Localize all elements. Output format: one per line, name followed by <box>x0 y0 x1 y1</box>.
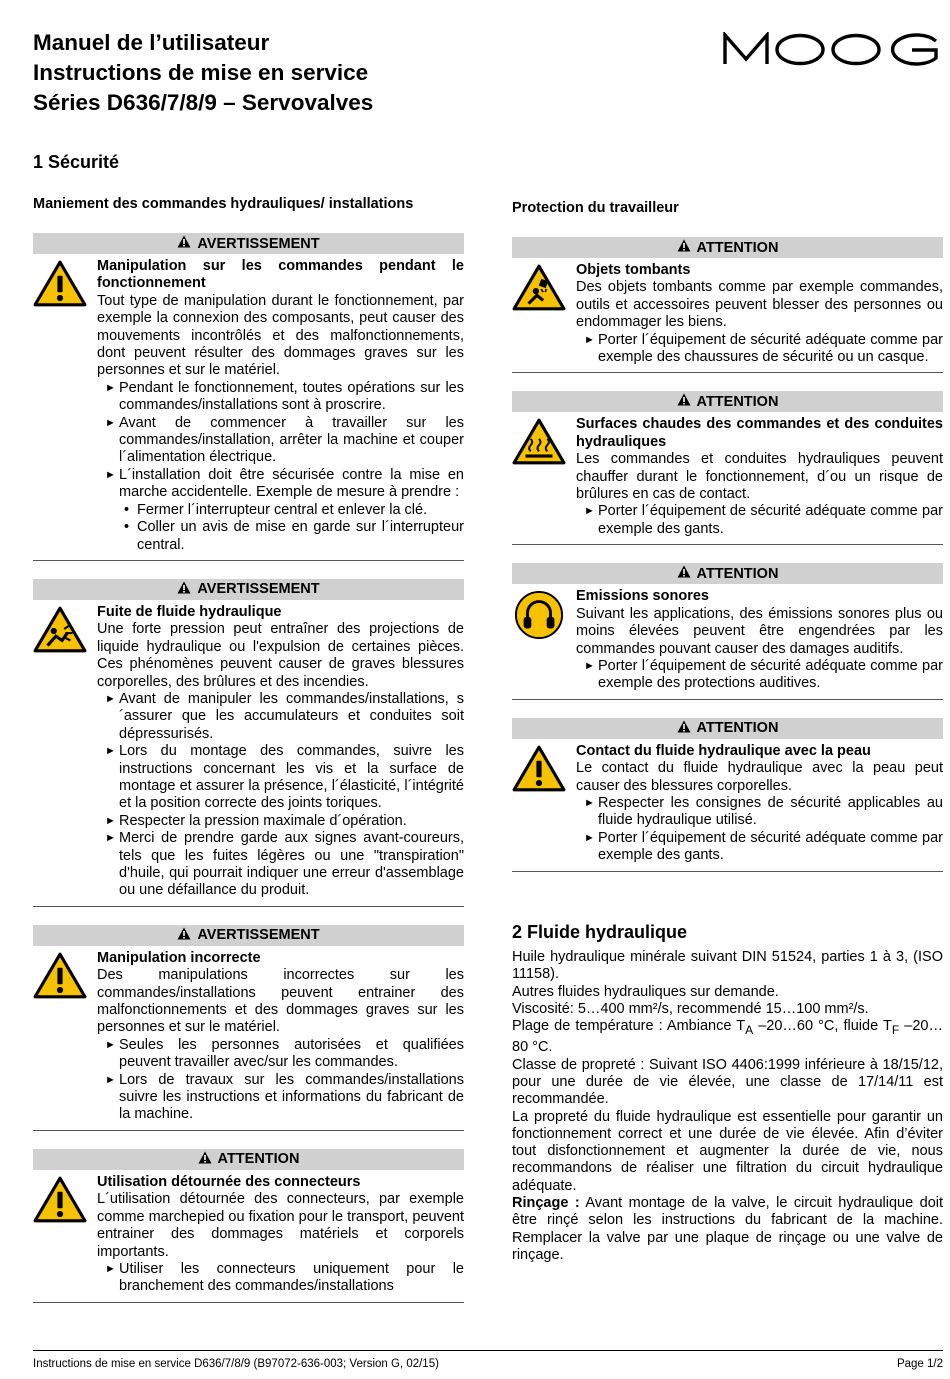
arrow-icon: ► <box>105 692 116 705</box>
hazard-level-bar: ATTENTION <box>512 391 943 412</box>
hazard-level-bar: AVERTISSEMENT <box>33 579 464 600</box>
fluid-p4: Plage de température : Ambiance $T_A$ –20…60 °C, fluide $T_F$ –20…80 °C. <box>512 1018 943 1056</box>
right-safety-box-4 <box>512 718 943 872</box>
arrow-icon: ► <box>105 832 116 845</box>
box-text: Des objets tombants comme par exemple commandes, outils et accessoires peuvent blesser des personnes ou endommager les biens. <box>576 279 943 331</box>
fluid-p7: Rinçage : Avant montage de la valve, le circuit hydraulique doit être rinçé selon les instructions du fabricant de la machine. Remplacer la valve par une plaque de rinçage ou une valve de rinçage. <box>512 1195 944 1263</box>
right-column <box>512 237 943 872</box>
bullet-item: • Fermer l´interrupteur central et enlever la clé. <box>124 501 428 518</box>
hazard-level-bar: AVERTISSEMENT <box>33 233 464 254</box>
hazard-level-bar: ATTENTION <box>512 718 943 739</box>
instruction-item: ► Respecter les consignes de sécurité applicables au fluide hydraulique utilisé. <box>584 794 943 829</box>
box-text: Le contact du fluide hydraulique avec la peau peut causer des blessures corporelles. <box>576 760 943 794</box>
warning-triangle-icon <box>677 565 691 582</box>
fluid-p2: Autres fluides hydrauliques sur demande. <box>512 983 779 1000</box>
warning-exclamation-icon <box>33 950 97 1124</box>
box-text: Tout type de manipulation durant le fonctionnement, par exemple la connexion des composants, peut causer des mouvements incontrôlés et des malfonctionnements, dont peuvent résulter des dommages graves sur les personnes et sur le matériel. <box>97 292 464 379</box>
arrow-icon: ► <box>105 1073 116 1086</box>
warning-exclamation-icon <box>33 1174 97 1296</box>
title-line-3: Séries D636/7/8/9 – Servovalves <box>33 90 374 115</box>
box-heading: Contact du fluide hydraulique avec la peau <box>576 742 871 759</box>
right-safety-box-1 <box>512 237 943 373</box>
document-title <box>33 28 373 118</box>
title-line-1: Manuel de l’utilisateur <box>33 30 270 55</box>
fluid-p5: Classe de propreté : Suivant ISO 4406:1999 inférieure à 18/15/12, pour une durée de vie élevée, une classe de 17/14/11 est recommandée. <box>512 1056 943 1108</box>
hazard-level-bar: ATTENTION <box>512 237 943 258</box>
instruction-item: ► Porter l´équipement de sécurité adéquate comme par exemple des chaussures de sécurité ou un casque. <box>584 331 943 366</box>
instruction-item: ► Respecter la pression maximale d´opération. <box>105 812 407 829</box>
title-line-2: Instructions de mise en service <box>33 60 369 85</box>
fluid-p6: La propreté du fluide hydraulique est essentielle pour garantir un fonctionnement correct et une durée de vie élevée. Afin d’éviter tout disfonctionnement et augmenter la durée de vie, nous recommandons de réaliser une filtration du circuit hydraulique adéquate. <box>512 1108 943 1194</box>
hazard-level-bar: ATTENTION <box>33 1149 464 1170</box>
box-heading: Surfaces chaudes des commandes et des conduites hydrauliques <box>576 416 943 450</box>
section-2-title: 2 Fluide hydraulique <box>512 922 688 942</box>
instruction-item: ► Porter l´équipement de sécurité adéquate comme par exemple des protections auditives. <box>584 657 943 692</box>
box-heading: Fuite de fluide hydraulique <box>97 603 282 620</box>
left-subheading: Maniement des commandes hydrauliques/ installations <box>33 196 414 212</box>
box-text: Suivant les applications, des émissions sonores plus ou moins élevées peuvent être engendrées par les commandes pouvant causer des damages auditifs. <box>576 605 943 657</box>
arrow-icon: ► <box>584 796 595 809</box>
instruction-item: ► Avant de manipuler les commandes/installations, s´assurer que les accumulateurs et conduites soit dépressurisés. <box>105 690 464 742</box>
box-text: Des manipulations incorrectes sur les commandes/installations peuvent entrainer des malfonctionnements et des dommages graves sur les personnes et sur le matériel. <box>97 967 464 1036</box>
hazard-level-bar: AVERTISSEMENT <box>33 925 464 946</box>
warning-triangle-icon <box>198 1151 212 1168</box>
warning-exclamation-icon <box>33 258 97 554</box>
falling-objects-icon <box>512 262 576 366</box>
left-safety-box-4 <box>33 1149 464 1303</box>
arrow-icon: ► <box>584 659 595 672</box>
instruction-item: ► Avant de commencer à travailler sur les commandes/installation, arrêter la machine et couper l´alimentation électrique. <box>105 414 464 466</box>
hazard-level-bar: ATTENTION <box>512 563 943 584</box>
arrow-icon: ► <box>105 468 116 481</box>
fluid-paragraph <box>512 949 943 1264</box>
warning-exclamation-icon <box>512 743 576 865</box>
warning-triangle-icon <box>677 393 691 410</box>
left-safety-box-2 <box>33 579 464 907</box>
instruction-item: ► L´installation doit être sécurisée contre la mise en marche accidentelle. Exemple de mesure à prendre : <box>105 466 464 501</box>
instruction-item: ► Utiliser les connecteurs uniquement pour le branchement des commandes/installations <box>105 1260 464 1295</box>
bullet-item: • Coller un avis de mise en garde sur l´interrupteur central. <box>124 519 464 553</box>
warning-triangle-icon <box>677 239 691 256</box>
left-column <box>33 233 464 1303</box>
instruction-item: ► Pendant le fonctionnement, toutes opérations sur les commandes/installations sont à proscrire. <box>105 379 464 414</box>
right-safety-box-3 <box>512 563 943 699</box>
moog-logo <box>722 32 944 71</box>
box-heading: Objets tombants <box>576 262 691 278</box>
instruction-item: ► Seules les personnes autorisées et qualifiées peuvent travailler avec/sur les commandes. <box>105 1036 464 1071</box>
box-text: Une forte pression peut entraîner des projections de liquide hydraulique ou l'expulsion de certaines pièces. Ces phénomènes peuvent causer de graves blessures corporelles, des brûlures et des incendies. <box>97 621 464 690</box>
arrow-icon: ► <box>105 381 116 394</box>
box-heading: Manipulation incorrecte <box>97 949 261 966</box>
warning-triangle-icon <box>177 927 191 944</box>
instruction-item: ► Merci de prendre garde aux signes avant-coureurs, tels que les fuites légères ou une "transpiration" d'huile, qui pourrait indiquer une erreur d'assemblage ou une défaillance du produit. <box>105 830 464 899</box>
instruction-item: ► Lors du montage des commandes, suivre les instructions concernant les vis et la surface de montage et assurer la présence, l´élasticité, l´intégrité et la position correcte des joints toriques. <box>105 743 464 812</box>
arrow-icon: ► <box>105 745 116 758</box>
arrow-icon: ► <box>105 416 116 429</box>
arrow-icon: ► <box>584 831 595 844</box>
ear-protection-icon <box>512 588 576 692</box>
left-safety-box-3 <box>33 925 464 1131</box>
warning-triangle-icon <box>177 235 191 252</box>
left-safety-box-1 <box>33 233 464 561</box>
box-text: L´utilisation détournée des connecteurs, par exemple comme marchepied ou fixation pour le transport, peuvent entrainer des dommages matériels et corporels importants. <box>97 1191 464 1260</box>
box-heading: Utilisation détournée des connecteurs <box>97 1173 361 1190</box>
instruction-item: ► Porter l´équipement de sécurité adéquate comme par exemple des gants. <box>584 829 943 864</box>
footer-page: Page 1/2 <box>896 1358 943 1370</box>
warning-triangle-icon <box>177 581 191 598</box>
hot-surface-icon <box>512 416 576 538</box>
box-heading: Emissions sonores <box>576 588 709 605</box>
right-safety-box-2 <box>512 391 943 545</box>
warning-triangle-icon <box>677 720 691 737</box>
arrow-icon: ► <box>584 505 595 518</box>
arrow-icon: ► <box>584 333 595 346</box>
arrow-icon: ► <box>105 1038 116 1051</box>
fluid-jet-warning-icon <box>33 604 97 900</box>
arrow-icon: ► <box>105 814 116 827</box>
fluid-p3: Viscosité: 5…400 mm²/s, recommendé 15…100 mm²/s. <box>512 1000 869 1017</box>
right-subheading: Protection du travailleur <box>512 200 679 216</box>
box-heading: Manipulation sur les commandes pendant le fonctionnement <box>97 258 464 292</box>
section-1-title: 1 Sécurité <box>33 152 120 172</box>
instruction-item: ► Lors de travaux sur les commandes/installations suivre les instructions et informations du fabricant de la machine. <box>105 1071 464 1123</box>
footer-left: Instructions de mise en service D636/7/8/9 (B97072-636-003; Version G, 02/15) <box>33 1358 439 1370</box>
fluid-p1: Huile hydraulique minérale suivant DIN 51524, parties 1 à 3, (ISO 11158). <box>512 949 943 983</box>
instruction-item: ► Porter l´équipement de sécurité adéquate comme par exemple des gants. <box>584 503 943 537</box>
arrow-icon: ► <box>105 1262 116 1275</box>
footer <box>33 1350 943 1370</box>
section-2 <box>512 922 943 1264</box>
box-text: Les commandes et conduites hydrauliques peuvent chauffer durant le fonctionnement, d´ou un risque de brûlures en cas de contact. <box>576 451 943 503</box>
